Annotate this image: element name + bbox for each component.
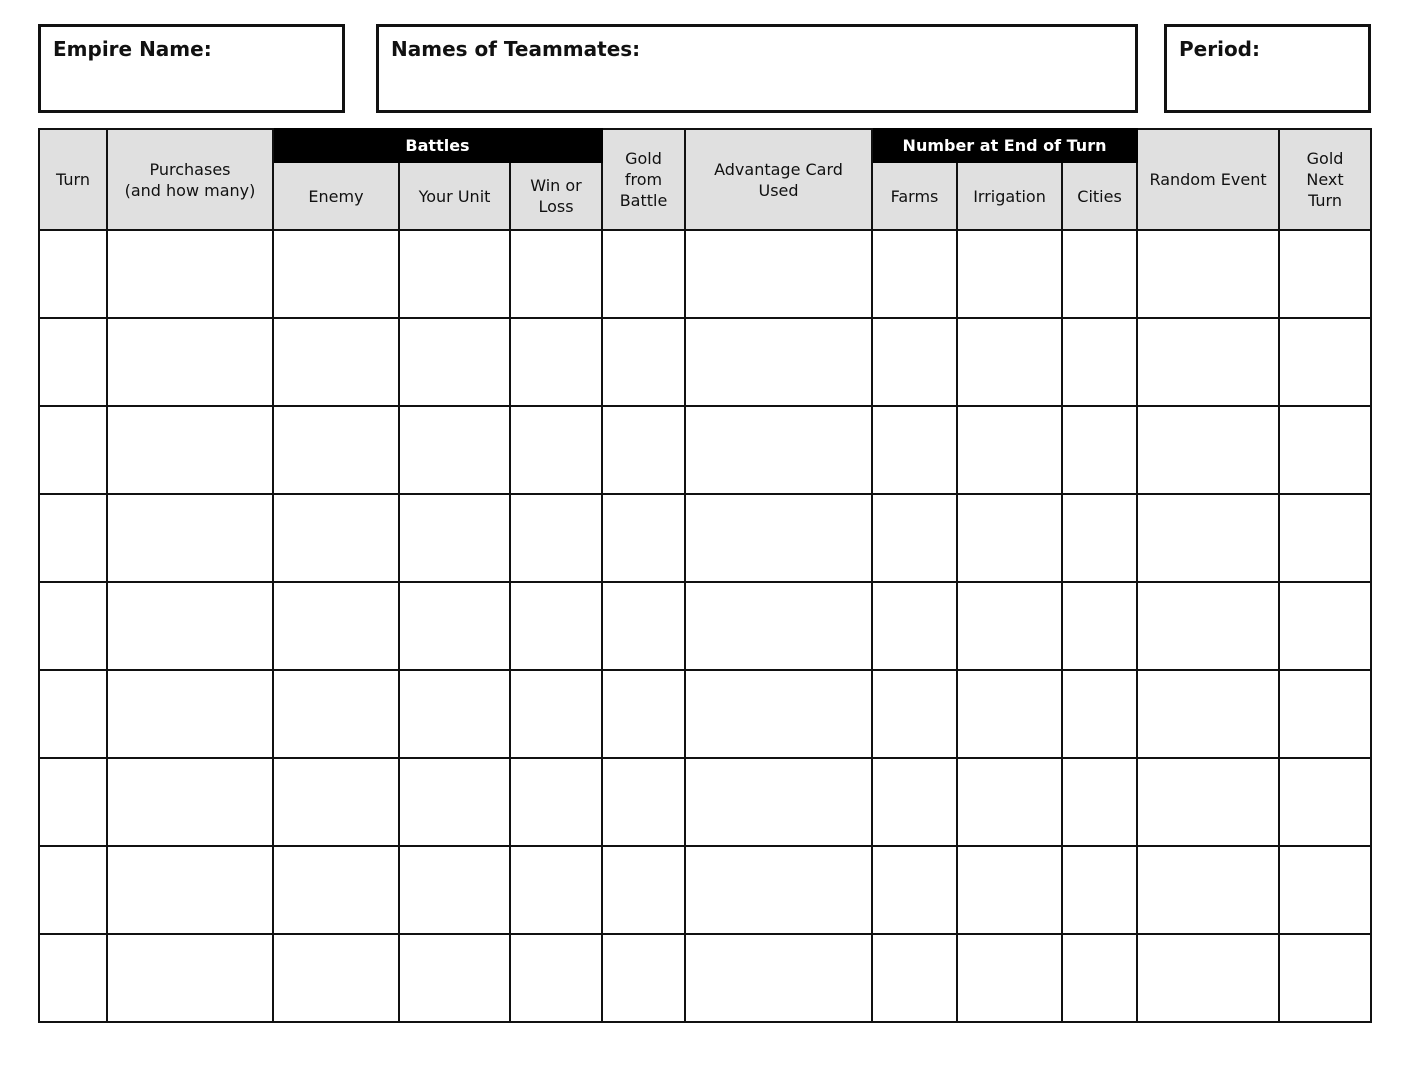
cell-purchases[interactable] [107, 582, 273, 670]
cell-win-loss[interactable] [510, 230, 602, 318]
cell-gold-from-battle[interactable] [602, 934, 685, 1022]
cell-random-event[interactable] [1137, 846, 1279, 934]
cell-farms[interactable] [872, 582, 957, 670]
cell-gold-next-turn[interactable] [1279, 846, 1371, 934]
cell-win-loss[interactable] [510, 670, 602, 758]
cell-cities[interactable] [1062, 758, 1137, 846]
cell-farms[interactable] [872, 758, 957, 846]
header-battles-group: Battles [273, 129, 602, 162]
cell-cities[interactable] [1062, 318, 1137, 406]
cell-your-unit[interactable] [399, 846, 510, 934]
cell-your-unit[interactable] [399, 670, 510, 758]
cell-cities[interactable] [1062, 582, 1137, 670]
cell-turn[interactable] [39, 846, 107, 934]
table-header [39, 129, 1371, 230]
cell-gold-from-battle[interactable] [602, 758, 685, 846]
table-row [39, 582, 1371, 670]
header-purchases: Purchases (and how many) [107, 129, 273, 230]
cell-win-loss[interactable] [510, 846, 602, 934]
cell-gold-next-turn[interactable] [1279, 758, 1371, 846]
cell-advantage-card[interactable] [685, 494, 872, 582]
cell-win-loss[interactable] [510, 582, 602, 670]
cell-your-unit[interactable] [399, 230, 510, 318]
empire-name-field[interactable] [38, 24, 345, 113]
cell-enemy[interactable] [273, 230, 399, 318]
table-row [39, 846, 1371, 934]
cell-turn[interactable] [39, 582, 107, 670]
cell-your-unit[interactable] [399, 934, 510, 1022]
cell-random-event[interactable] [1137, 318, 1279, 406]
cell-purchases[interactable] [107, 758, 273, 846]
cell-win-loss[interactable] [510, 758, 602, 846]
header-gold-next-turn: Gold Next Turn [1279, 129, 1371, 230]
table-body [39, 230, 1371, 1022]
cell-your-unit[interactable] [399, 406, 510, 494]
cell-enemy[interactable] [273, 670, 399, 758]
header-turn: Turn [39, 129, 107, 230]
cell-advantage-card[interactable] [685, 230, 872, 318]
cell-advantage-card[interactable] [685, 758, 872, 846]
cell-turn[interactable] [39, 230, 107, 318]
cell-gold-from-battle[interactable] [602, 406, 685, 494]
cell-gold-next-turn[interactable] [1279, 230, 1371, 318]
cell-gold-next-turn[interactable] [1279, 406, 1371, 494]
turn-log-table [38, 128, 1372, 1023]
cell-enemy[interactable] [273, 934, 399, 1022]
cell-advantage-card[interactable] [685, 318, 872, 406]
header-farms: Farms [872, 162, 957, 230]
cell-win-loss[interactable] [510, 406, 602, 494]
cell-irrigation[interactable] [957, 494, 1062, 582]
cell-gold-from-battle[interactable] [602, 230, 685, 318]
cell-irrigation[interactable] [957, 670, 1062, 758]
cell-advantage-card[interactable] [685, 846, 872, 934]
cell-farms[interactable] [872, 230, 957, 318]
cell-farms[interactable] [872, 934, 957, 1022]
cell-irrigation[interactable] [957, 934, 1062, 1022]
table-row [39, 758, 1371, 846]
cell-your-unit[interactable] [399, 494, 510, 582]
cell-random-event[interactable] [1137, 758, 1279, 846]
header-enemy: Enemy [273, 162, 399, 230]
header-cities: Cities [1062, 162, 1137, 230]
cell-enemy[interactable] [273, 318, 399, 406]
cell-win-loss[interactable] [510, 494, 602, 582]
cell-irrigation[interactable] [957, 406, 1062, 494]
cell-random-event[interactable] [1137, 406, 1279, 494]
table-row [39, 670, 1371, 758]
cell-turn[interactable] [39, 318, 107, 406]
cell-your-unit[interactable] [399, 582, 510, 670]
cell-farms[interactable] [872, 670, 957, 758]
header-irrigation: Irrigation [957, 162, 1062, 230]
cell-gold-next-turn[interactable] [1279, 318, 1371, 406]
cell-your-unit[interactable] [399, 758, 510, 846]
cell-win-loss[interactable] [510, 934, 602, 1022]
cell-enemy[interactable] [273, 582, 399, 670]
header-end-of-turn-group: Number at End of Turn [872, 129, 1137, 162]
cell-random-event[interactable] [1137, 670, 1279, 758]
header-your-unit: Your Unit [399, 162, 510, 230]
cell-random-event[interactable] [1137, 582, 1279, 670]
cell-irrigation[interactable] [957, 230, 1062, 318]
table-row [39, 230, 1371, 318]
cell-gold-next-turn[interactable] [1279, 582, 1371, 670]
cell-turn[interactable] [39, 406, 107, 494]
cell-turn[interactable] [39, 934, 107, 1022]
cell-gold-next-turn[interactable] [1279, 934, 1371, 1022]
cell-turn[interactable] [39, 758, 107, 846]
cell-farms[interactable] [872, 494, 957, 582]
cell-irrigation[interactable] [957, 318, 1062, 406]
cell-enemy[interactable] [273, 758, 399, 846]
teammates-label: Names of Teammates: [391, 37, 641, 61]
cell-farms[interactable] [872, 318, 957, 406]
cell-random-event[interactable] [1137, 934, 1279, 1022]
cell-win-loss[interactable] [510, 318, 602, 406]
cell-cities[interactable] [1062, 230, 1137, 318]
cell-farms[interactable] [872, 406, 957, 494]
table-row [39, 406, 1371, 494]
cell-cities[interactable] [1062, 934, 1137, 1022]
empire-name-label: Empire Name: [53, 37, 212, 61]
cell-random-event[interactable] [1137, 494, 1279, 582]
period-label: Period: [1179, 37, 1260, 61]
cell-advantage-card[interactable] [685, 582, 872, 670]
cell-cities[interactable] [1062, 846, 1137, 934]
cell-enemy[interactable] [273, 406, 399, 494]
cell-your-unit[interactable] [399, 318, 510, 406]
cell-purchases[interactable] [107, 670, 273, 758]
cell-gold-from-battle[interactable] [602, 670, 685, 758]
cell-purchases[interactable] [107, 230, 273, 318]
cell-random-event[interactable] [1137, 230, 1279, 318]
cell-purchases[interactable] [107, 846, 273, 934]
cell-gold-next-turn[interactable] [1279, 494, 1371, 582]
cell-gold-from-battle[interactable] [602, 582, 685, 670]
cell-gold-from-battle[interactable] [602, 846, 685, 934]
cell-farms[interactable] [872, 846, 957, 934]
period-field[interactable] [1164, 24, 1371, 113]
cell-purchases[interactable] [107, 494, 273, 582]
cell-irrigation[interactable] [957, 758, 1062, 846]
cell-gold-next-turn[interactable] [1279, 670, 1371, 758]
cell-irrigation[interactable] [957, 582, 1062, 670]
table-row [39, 318, 1371, 406]
cell-enemy[interactable] [273, 494, 399, 582]
cell-cities[interactable] [1062, 494, 1137, 582]
header-random-event: Random Event [1137, 129, 1279, 230]
cell-purchases[interactable] [107, 318, 273, 406]
cell-enemy[interactable] [273, 846, 399, 934]
cell-gold-from-battle[interactable] [602, 494, 685, 582]
cell-purchases[interactable] [107, 406, 273, 494]
cell-turn[interactable] [39, 494, 107, 582]
header-gold-from-battle: Gold from Battle [602, 129, 685, 230]
cell-turn[interactable] [39, 670, 107, 758]
header-win-loss: Win or Loss [510, 162, 602, 230]
cell-purchases[interactable] [107, 934, 273, 1022]
table-row [39, 494, 1371, 582]
cell-advantage-card[interactable] [685, 670, 872, 758]
cell-cities[interactable] [1062, 406, 1137, 494]
cell-irrigation[interactable] [957, 846, 1062, 934]
table-row [39, 934, 1371, 1022]
cell-advantage-card[interactable] [685, 934, 872, 1022]
cell-gold-from-battle[interactable] [602, 318, 685, 406]
teammates-field[interactable] [376, 24, 1138, 113]
cell-advantage-card[interactable] [685, 406, 872, 494]
cell-cities[interactable] [1062, 670, 1137, 758]
header-advantage-card: Advantage Card Used [685, 129, 872, 230]
